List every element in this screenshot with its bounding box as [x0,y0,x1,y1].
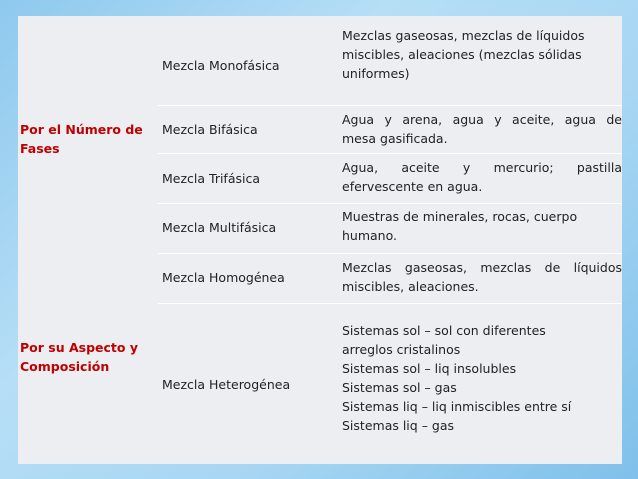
example-line: Sistemas liq – gas [342,418,455,433]
category-label-line: Por su Aspecto y [20,340,138,355]
table-row [158,154,622,204]
example-line: arreglos cristalinos [342,342,461,357]
mixture-type: Mezcla Multifásica [162,220,277,235]
example-line: mesa gasificada. [342,131,448,146]
example-line: Sistemas sol – sol con diferentes [342,323,546,338]
table-row [158,204,622,254]
mixture-examples [342,158,622,196]
table-row [158,304,622,464]
category-by-appearance [20,338,156,376]
example-line: Sistemas sol – gas [342,380,457,395]
mixture-type: Mezcla Heterogénea [162,377,291,392]
table-row [158,16,622,106]
category-label-line: Por el Número de [20,122,143,137]
table-row [158,254,622,304]
example-line: miscibles, aleaciones (mezclas sólidas [342,47,582,62]
example-line: efervescente en agua. [342,179,483,194]
example-line: humano. [342,228,398,243]
table-row [158,106,622,154]
mixtures-table [18,16,622,464]
example-line: Agua, aceite y mercurio; pastilla [342,160,622,175]
mixture-type: Mezcla Trifásica [162,171,261,186]
example-line: Muestras de minerales, rocas, cuerpo [342,209,578,224]
mixture-type: Mezcla Homogénea [162,270,285,285]
example-line: miscibles, aleaciones. [342,279,479,294]
example-line: Mezclas gaseosas, mezclas de líquidos [342,28,585,43]
category-by-phases [20,120,156,158]
mixture-type: Mezcla Bifásica [162,122,258,137]
mixture-type: Mezcla Monofásica [162,58,280,73]
mixture-examples [342,207,622,245]
example-line: Sistemas sol – liq insolubles [342,361,517,376]
category-label-line: Fases [20,141,60,156]
mixture-examples [342,110,622,148]
example-line: uniformes) [342,66,410,81]
example-line: Agua y arena, agua y aceite, agua de [342,112,622,127]
mixture-examples [342,321,622,435]
mixture-examples [342,258,622,296]
mixture-examples [342,26,622,83]
category-label-line: Composición [20,359,110,374]
example-line: Sistemas liq – liq inmiscibles entre sí [342,399,572,414]
example-line: Mezclas gaseosas, mezclas de líquidos [342,260,622,275]
